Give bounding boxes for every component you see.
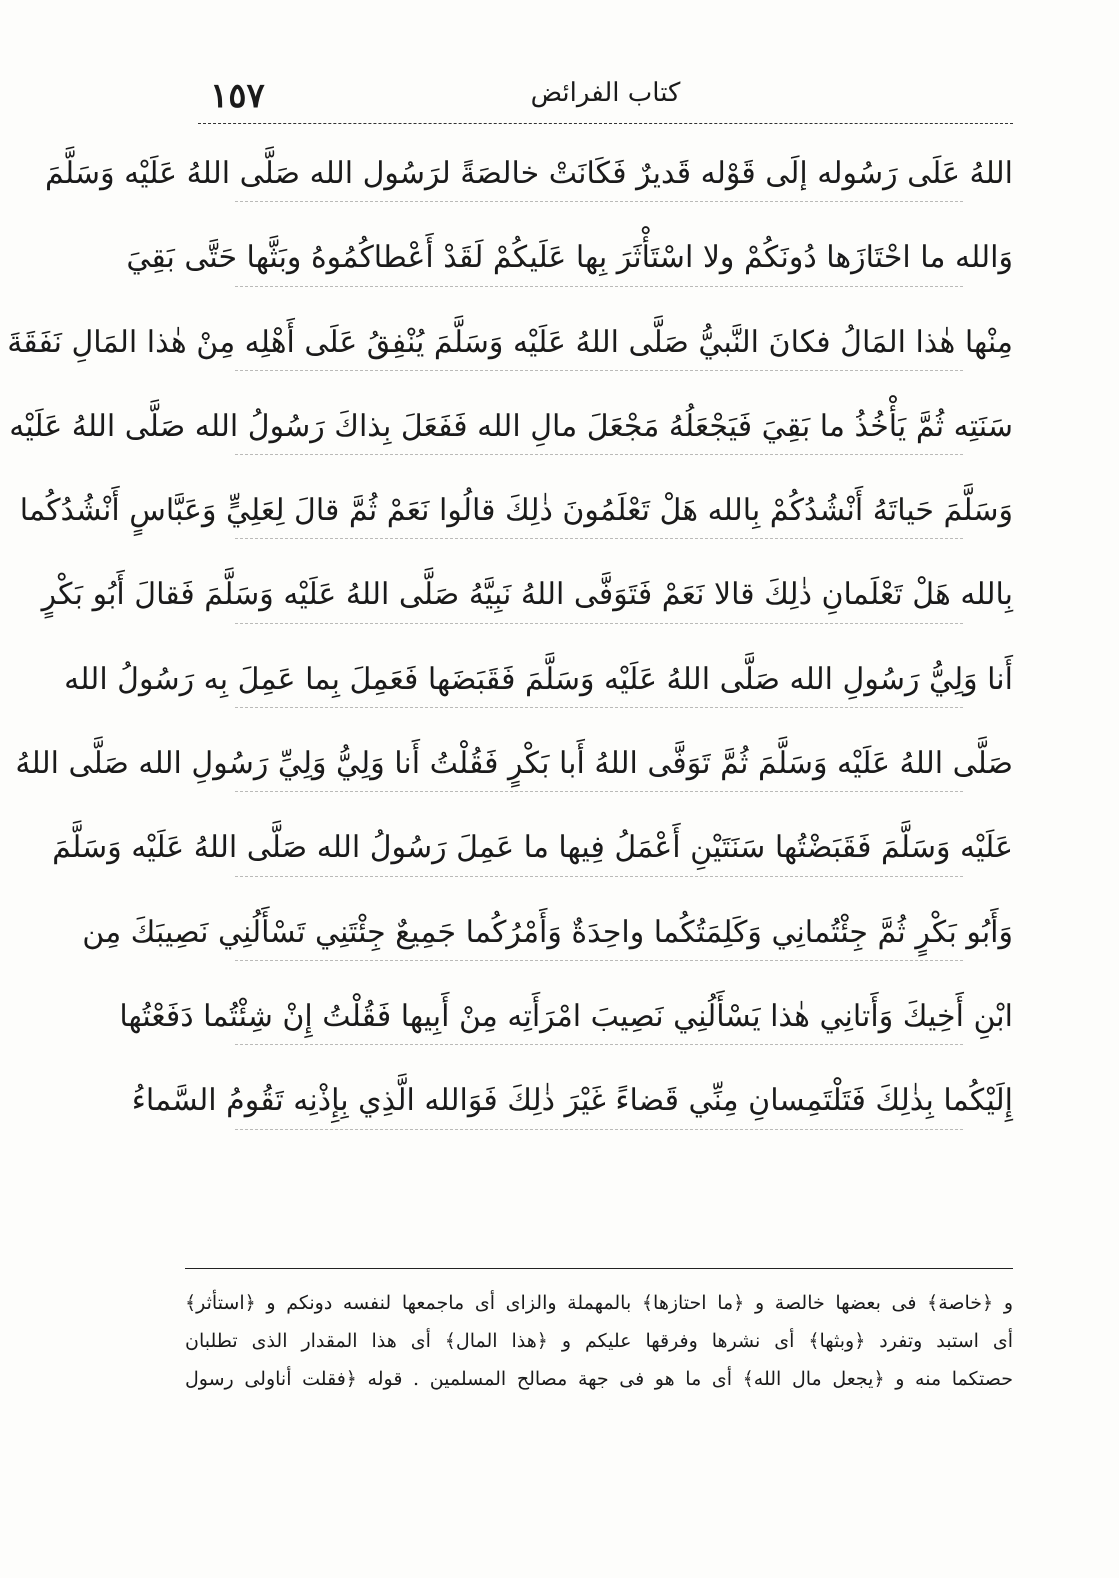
- footnote-line: حصتكما منه و ﴿يجعل مال الله﴾ أى ما هو فى جهة مصالح المسلمين . قوله ﴿فقلت أناولى رسول: [185, 1368, 1013, 1390]
- text-line: وَالله ما احْتَازَها دُونَكُمْ ولا اسْتَأْثَرَ بِها عَلَيكُمْ لَقَدْ أَعْطاكُمُوهُ وبَثَّها حَتَّى بَقِيَ: [185, 216, 1013, 300]
- text-line: وَسَلَّمَ حَياتَهُ أَنْشُدُكُمْ بِالله هَلْ تَعْلَمُونَ ذٰلِكَ قالُوا نَعَمْ ثُمَّ قالَ لِعَلِيٍّ وَعَبَّاسٍ أَنْشُدُكُما: [185, 469, 1013, 553]
- main-text: [7, 132, 1013, 1144]
- page-header: [198, 70, 1013, 124]
- footnotes: [185, 1284, 1013, 1398]
- page-number: ١٥٧: [210, 76, 265, 116]
- text-line: سَنَتِه ثُمَّ يَأْخُذُ ما بَقِيَ فَيَجْعَلُهُ مَجْعَلَ مالِ الله فَفَعَلَ بِذاكَ رَسُولُ الله صَلَّى اللهُ عَلَيْه: [185, 385, 1013, 469]
- text-line: عَلَيْه وَسَلَّمَ فَقَبَضْتُها سَنَتَيْنِ أَعْمَلُ فِيها ما عَمِلَ رَسُولُ الله صَلَّى اللهُ عَلَيْه وَسَلَّمَ: [185, 806, 1013, 890]
- footnote-line: أى استبد وتفرد ﴿وبثها﴾ أى نشرها وفرقها عليكم و ﴿هذا المال﴾ أى هذا المقدار الذى تطلبان: [185, 1330, 1013, 1352]
- footnote-divider: [185, 1268, 1013, 1269]
- text-line: مِنْها هٰذا المَالُ فكانَ النَّبيُّ صَلَّى اللهُ عَلَيْه وَسَلَّمَ يُنْفِقُ عَلَى أَهْلِه مِنْ هٰذا المَالِ نَفَقَةَ: [185, 301, 1013, 385]
- header-divider: [198, 123, 1013, 124]
- text-line: بِالله هَلْ تَعْلَمانِ ذٰلِكَ قالا نَعَمْ فَتَوَفَّى اللهُ نَبِيَّهُ صَلَّى اللهُ عَلَيْه وَسَلَّمَ فَقالَ أَبُو بَكْرٍ: [185, 553, 1013, 637]
- text-line: أَنا وَلِيُّ رَسُولِ الله صَلَّى اللهُ عَلَيْه وَسَلَّمَ فَقَبَضَها فَعَمِلَ بِما عَمِلَ بِه رَسُولُ الله: [185, 638, 1013, 722]
- footnote-line: و ﴿خاصة﴾ فى بعضها خالصة و ﴿ما احتازها﴾ بالمهملة والزاى أى ماجمعها لنفسه دونكم و ﴿استأثر﴾: [185, 1292, 1013, 1314]
- text-line: ابْنِ أَخِيكَ وَأَتانِي هٰذا يَسْأَلُنِي نَصِيبَ امْرَأَتِه مِنْ أَبِيها فَقُلْتُ إِنْ شِئْتُما دَفَعْتُها: [185, 975, 1013, 1059]
- text-line: إِلَيْكُما بِذٰلِكَ فَتَلْتَمِسانِ مِنِّي قَضاءً غَيْرَ ذٰلِكَ فَوَالله الَّذِي بِإِذْنِه تَقُومُ السَّماءُ: [185, 1059, 1013, 1143]
- running-title: كتاب الفرائض: [530, 78, 681, 108]
- text-line: وَأَبُو بَكْرٍ ثُمَّ جِئْتُمانِي وَكَلِمَتُكُما واحِدَةٌ وَأَمْرُكُما جَمِيعٌ جِئْتَنِي تَسْأَلُنِي نَصِيبَكَ مِن: [185, 891, 1013, 975]
- text-line: صَلَّى اللهُ عَلَيْه وَسَلَّمَ ثُمَّ تَوَفَّى اللهُ أَبا بَكْرٍ فَقُلْتُ أَنا وَلِيُّ وَلِيِّ رَسُولِ الله صَلَّى اللهُ: [185, 722, 1013, 806]
- text-line: اللهُ عَلَى رَسُوله إلَى قَوْله قَديرٌ فَكَانَتْ خالصَةً لرَسُول الله صَلَّى اللهُ عَلَيْه وَسَلَّمَ: [185, 132, 1013, 216]
